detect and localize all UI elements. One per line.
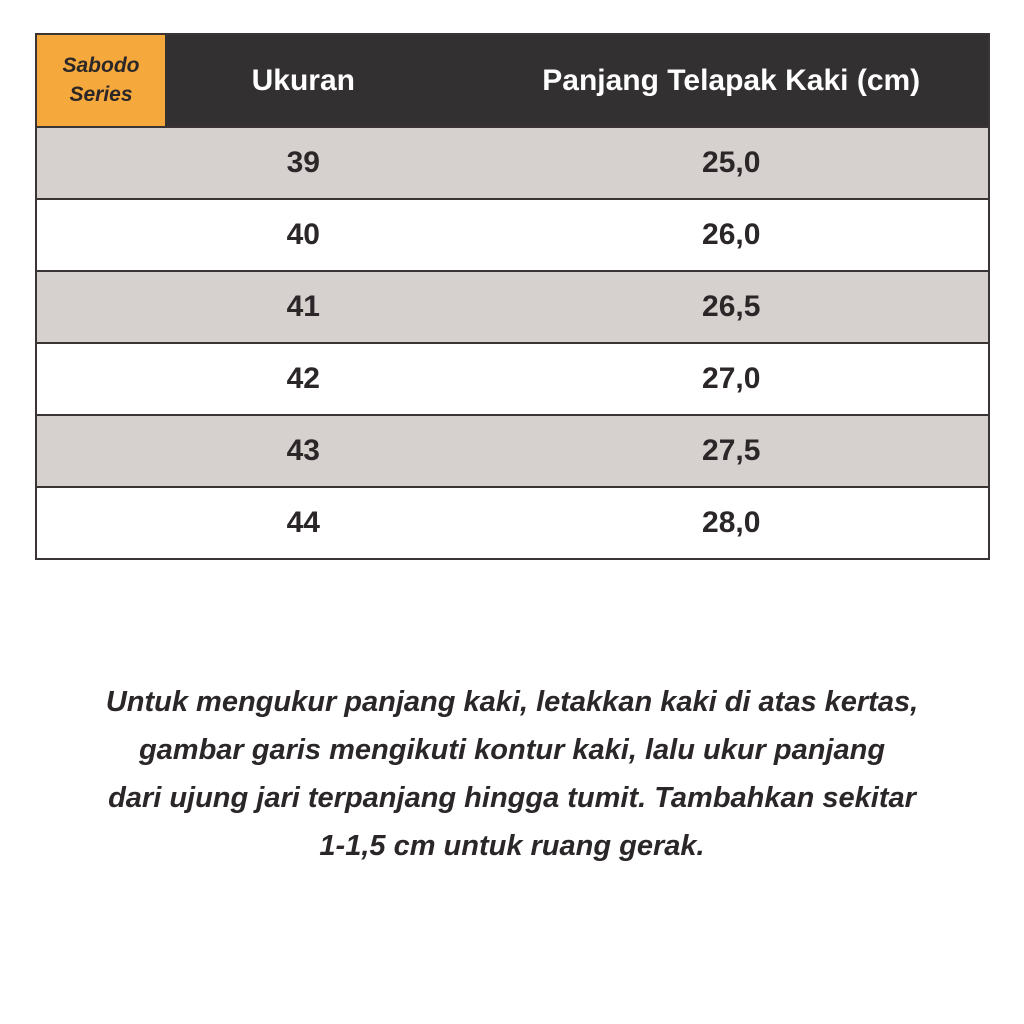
length-cell: 27,0: [702, 362, 761, 395]
size-cell: 39: [286, 146, 320, 179]
row-spacer: [893, 344, 988, 414]
length-cell: 26,0: [702, 218, 761, 251]
measurement-note: [0, 678, 1024, 870]
length-cell: 25,0: [702, 146, 761, 179]
series-badge-line1: Sabodo: [62, 54, 140, 78]
row-spacer: [893, 416, 988, 486]
table-header: [37, 35, 988, 126]
size-cell: 41: [286, 290, 320, 323]
row-spacer: [893, 272, 988, 342]
size-table: [35, 33, 990, 560]
length-cell: 28,0: [702, 506, 761, 539]
table-row: [37, 414, 988, 486]
header-ukuran: Ukuran: [251, 63, 355, 97]
size-cell: 40: [286, 218, 320, 251]
table-row: [37, 270, 988, 342]
table-row: [37, 342, 988, 414]
note-line: 1-1,5 cm untuk ruang gerak.: [319, 830, 705, 862]
table-row: [37, 198, 988, 270]
length-cell: 26,5: [702, 290, 761, 323]
header-panjang-telapak: Panjang Telapak Kaki (cm): [542, 63, 921, 97]
size-cell: 43: [286, 434, 320, 467]
table-row: [37, 126, 988, 198]
header-spacer: [893, 35, 988, 126]
note-line: Untuk mengukur panjang kaki, letakkan kaki di atas kertas,: [105, 686, 919, 718]
note-line: gambar garis mengikuti kontur kaki, lalu ukur panjang: [138, 734, 886, 766]
series-badge-line2: Series: [69, 82, 133, 106]
note-line: dari ujung jari terpanjang hingga tumit. Tambahkan sekitar: [108, 782, 916, 814]
series-badge: [37, 35, 165, 126]
size-cell: 44: [286, 506, 320, 539]
row-spacer: [893, 128, 988, 198]
size-cell: 42: [286, 362, 320, 395]
table-row: [37, 486, 988, 558]
length-cell: 27,5: [702, 434, 761, 467]
row-spacer: [893, 200, 988, 270]
row-spacer: [893, 488, 988, 558]
